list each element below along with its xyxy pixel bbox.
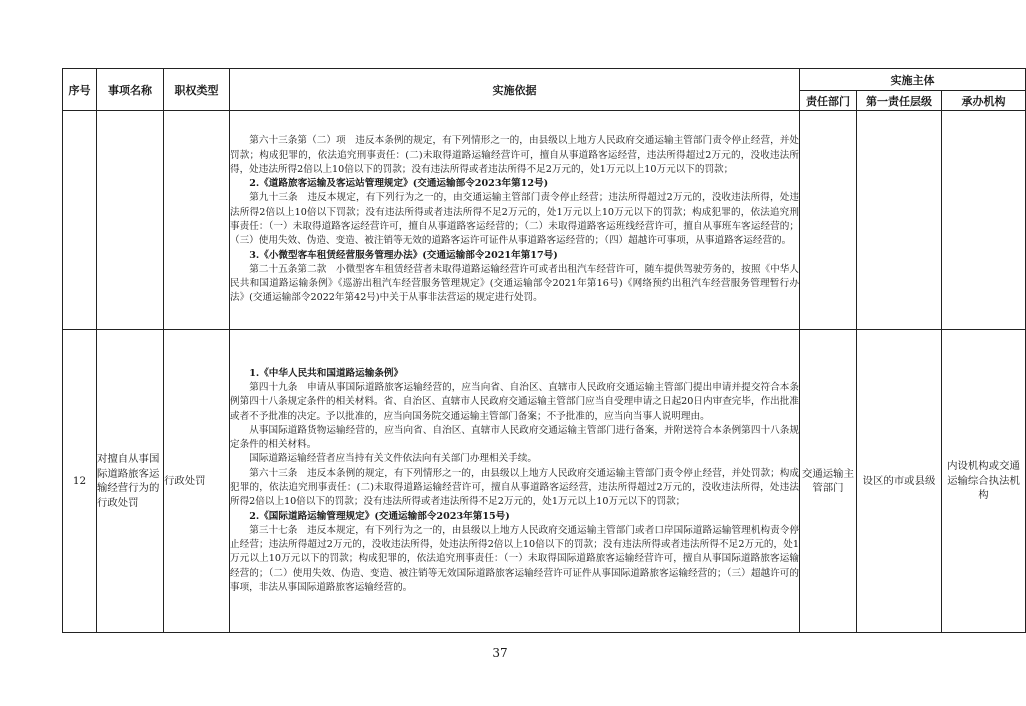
header-type: 职权类型 [164, 69, 230, 111]
basis-paragraph: 国际道路运输经营者应当持有关文件依法向有关部门办理相关手续。 [249, 453, 537, 465]
row12-name: 对擅自从事国际道路旅客运输经营行为的行政处罚 [97, 330, 164, 633]
cell-type [164, 111, 230, 330]
basis-heading: 1.《中华人民共和国道路运输条例》 [249, 367, 404, 379]
row12-level: 设区的市或县级 [857, 330, 942, 633]
table-row-continued [63, 111, 1026, 330]
cell-org [942, 111, 1026, 330]
header-level: 第一责任层级 [857, 91, 942, 111]
row12-type: 行政处罚 [164, 330, 230, 633]
cell-name [97, 111, 164, 330]
basis-paragraph: 第二十五条第二款 小微型客车租赁经营者未取得道路运输经营许可或者出租汽车经营许可，随车提供驾驶劳务的，按照《中华人民共和国道路运输条例》《巡游出租汽车经营服务管理规定》(交通运输部令2021年第16号)《网络预约出租汽车经营服务管理暂行办法》(交通运输部令2022年第42号)中关于从事非法营运的规定进行处罚。 [230, 263, 799, 304]
row12-dept: 交通运输主管部门 [800, 330, 857, 633]
row12-org: 内设机构或交通运输综合执法机构 [942, 330, 1026, 633]
basis-paragraph: 第九十三条 违反本规定，有下列行为之一的，由交通运输主管部门责令停止经营；违法所得超过2万元的，没收违法所得，处违法所得2倍以上10倍以下罚款；没有违法所得或者违法所得不足2万元的，处1万元以上10万元以下的罚款；构成犯罪的，依法追究刑事责任：（一）未取得道路客运经营许可，擅自从事道路客运经营的；（二）未取得道路客运班线经营许可，擅自从事班车客运经营的；（三）使用失效、伪造、变造、被注销等无效的道路客运许可证件从事道路客运经营的；（四）超越许可事项，从事道路客运经营的。 [230, 192, 799, 247]
basis-paragraph: 从事国际道路货物运输经营的，应当向省、自治区、直辖市人民政府交通运输主管部门进行备案，并附送符合本条例第四十八条规定条件的相关材料。 [230, 424, 799, 451]
cell-seq [63, 111, 97, 330]
basis-heading: 3.《小微型客车租赁经营服务管理办法》(交通运输部令2021年第17号) [249, 249, 558, 261]
header-org: 承办机构 [942, 91, 1026, 111]
regulation-table [62, 68, 1026, 633]
table-row-12 [63, 330, 1026, 633]
basis-paragraph: 第三十七条 违反本规定，有下列行为之一的，由县级以上地方人民政府交通运输主管部门或者口岸国际道路运输管理机构责令停止经营；违法所得超过2万元的，没收违法所得，处违法所得2倍以上10倍以下的罚款；没有违法所得或者违法所得不足2万元的，处1万元以上10万元以下的罚款；构成犯罪的，依法追究刑事责任：（一）未取得国际道路旅客运输经营许可，擅自从事国际道路旅客运输经营的；（二）使用失效、伪造、变造、被注销等无效国际道路旅客运输经营许可证件从事国际道路旅客运输经营的；（三）超越许可的事项，非法从事国际道路旅客运输经营的。 [230, 524, 799, 594]
basis-heading: 2.《道路旅客运输及客运站管理规定》(交通运输部令2023年第12号) [249, 178, 549, 190]
header-basis: 实施依据 [230, 69, 800, 111]
header-seq: 序号 [63, 69, 97, 111]
basis-paragraph: 第六十三条 违反本条例的规定，有下列情形之一的，由县级以上地方人民政府交通运输主管部门责令停止经营，并处罚款；构成犯罪的，依法追究刑事责任：(二)未取得道路运输经营许可，擅自从事道路客运经营，违法所得超过2万元的，没收违法所得，处违法所得2倍以上10倍以下的罚款；没有违法所得或者违法所得不足2万元的，处1万元以上10万元以下的罚款； [230, 467, 799, 508]
header-subject: 实施主体 [800, 69, 1026, 91]
row12-basis [230, 330, 800, 633]
header-name: 事项名称 [97, 69, 164, 111]
cell-dept [800, 111, 857, 330]
page-number: 37 [492, 646, 508, 660]
cell-basis [230, 111, 800, 330]
basis-paragraph: 第四十九条 申请从事国际道路旅客运输经营的，应当向省、自治区、直辖市人民政府交通运输主管部门提出申请并提交符合本条例第四十八条规定条件的相关材料。省、自治区、直辖市人民政府交通运输主管部门应当自受理申请之日起20日内审查完毕，作出批准或者不予批准的决定。予以批准的，应当向国务院交通运输主管部门备案；不予批准的，应当向当事人说明理由。 [230, 381, 799, 422]
basis-heading: 2.《国际道路运输管理规定》(交通运输部令2023年第15号) [249, 510, 510, 522]
header-dept: 责任部门 [800, 91, 857, 111]
cell-level [857, 111, 942, 330]
row12-seq: 12 [63, 330, 97, 633]
basis-paragraph: 第六十三条第（二）项 违反本条例的规定，有下列情形之一的，由县级以上地方人民政府交通运输主管部门责令停止经营，并处罚款；构成犯罪的，依法追究刑事责任：(二)未取得道路运输经营许可，擅自从事道路客运经营，违法所得超过2万元的，没收违法所得，处违法所得2倍以上10倍以下的罚款；没有违法所得或者违法所得不足2万元的，处1万元以上10万元以下的罚款； [230, 135, 799, 175]
